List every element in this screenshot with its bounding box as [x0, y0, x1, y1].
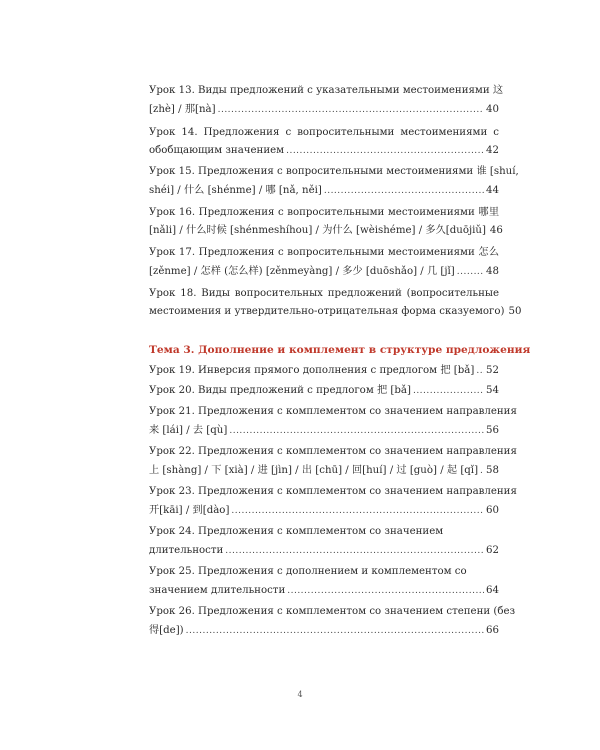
page-ref: 56	[486, 425, 499, 436]
toc-entry-line	[149, 84, 504, 98]
dot-leader	[457, 265, 484, 279]
toc-text: 开[kāi] / 到[dào]	[149, 505, 230, 516]
toc-entry-line	[149, 405, 517, 419]
toc-entry-line	[149, 525, 499, 539]
toc-entry-line	[149, 206, 499, 220]
page-ref: 40	[486, 104, 499, 115]
toc-entry-line	[149, 265, 499, 279]
toc-entry-line	[149, 224, 503, 238]
toc-entry-line	[149, 424, 499, 438]
toc-entry-line	[149, 165, 519, 179]
toc-text: обобщающим значением	[149, 145, 285, 156]
dot-leader	[218, 103, 484, 117]
dot-leader	[480, 464, 484, 478]
toc-entry-line	[149, 565, 499, 579]
page-ref: 58	[486, 465, 499, 476]
dot-leader	[413, 384, 484, 398]
toc-text: [zěnme] / 怎样 (怎么样) [zěnmeyàng] / 多少 [duōshǎo] / 几 [jǐ]	[149, 266, 455, 277]
toc-text: [nǎli] / 什么时候 [shénmeshíhou] / 为什么 [wèishéme] / 多久[duōjiǔ]	[149, 225, 486, 236]
page-ref: 52	[486, 365, 499, 376]
toc-text: Урок 15. Предложения с вопросительными местоимениями 谁 [shuí,	[149, 166, 519, 177]
toc-text: Урок 23. Предложения с комплементом со значением направления	[149, 486, 517, 497]
page-ref: 46	[489, 225, 503, 236]
toc-text: Урок 17. Предложения с вопросительными местоимениями 怎么	[149, 247, 499, 258]
toc-entry-line	[149, 103, 499, 117]
page-ref: 60	[486, 505, 499, 516]
page-number: 4	[297, 690, 303, 699]
toc-text: Урок 18. Виды вопросительных предложений (вопросительные	[149, 288, 499, 299]
section-heading: Тема 3. Дополнение и комплемент в структуре предложения	[149, 344, 531, 356]
toc-text: Урок 20. Виды предложений с предлогом 把 [bǎ]	[149, 385, 411, 396]
toc-text: Урок 26. Предложения с комплементом со значением степени (без	[149, 606, 516, 617]
toc-entry-line	[149, 584, 499, 598]
toc-entry-line	[149, 605, 516, 619]
toc-text: 得[de])	[149, 625, 184, 636]
toc-entry-line	[149, 504, 499, 518]
toc-text: Урок 16. Предложения с вопросительными местоимениями 哪里	[149, 207, 499, 218]
dot-leader	[287, 584, 484, 598]
page-ref: 54	[486, 385, 499, 396]
toc-text: Урок 25. Предложения с дополнением и комплементом со	[149, 566, 467, 577]
toc-text: значением длительности	[149, 585, 286, 596]
toc-text: Урок 21. Предложения с комплементом со значением направления	[149, 406, 517, 417]
toc-entry-line	[149, 384, 499, 398]
toc-text: Урок 19. Инверсия прямого дополнения с предлогом 把 [bǎ]	[149, 365, 475, 376]
toc-entry-line	[149, 364, 499, 378]
toc-text: Урок 24. Предложения с комплементом со значением	[149, 526, 444, 537]
toc-entry-line	[149, 287, 499, 301]
toc-text: [zhè] / 那[nà]	[149, 104, 216, 115]
dot-leader	[231, 504, 484, 518]
dot-leader	[476, 364, 484, 378]
page-ref: 50	[508, 306, 522, 317]
toc-text: Урок 22. Предложения с комплементом со значением направления	[149, 446, 517, 457]
toc-text: shéi] / 什么 [shénme] / 哪 [nǎ, něi]	[149, 185, 322, 196]
dot-leader	[229, 424, 484, 438]
dot-leader	[186, 624, 484, 638]
page-ref: 64	[486, 585, 499, 596]
page-ref: 44	[486, 185, 499, 196]
toc-entry-line	[149, 445, 517, 459]
toc-text: длительности	[149, 545, 224, 556]
dot-leader	[324, 184, 484, 198]
toc-entry-line	[149, 544, 499, 558]
toc-entry-line	[149, 126, 499, 140]
page-ref: 42	[486, 145, 499, 156]
toc-entry-line	[149, 144, 499, 158]
page-ref: 66	[486, 625, 499, 636]
toc-entry-line	[149, 184, 499, 198]
toc-text: местоимения и утвердительно-отрицательная форма сказуемого)	[149, 306, 505, 317]
dot-leader	[225, 544, 484, 558]
toc-entry-line	[149, 624, 499, 638]
dot-leader	[286, 144, 484, 158]
toc-entry-line	[149, 485, 517, 499]
toc-text: 来 [lái] / 去 [qù]	[149, 425, 228, 436]
toc-entry-line	[149, 305, 522, 319]
toc-text: 上 [shàng] / 下 [xià] / 进 [jìn] / 出 [chū] / 回[huí] / 过 [guò] / 起 [qǐ]	[149, 465, 479, 476]
page-ref: 62	[486, 545, 499, 556]
toc-text: Урок 13. Виды предложений с указательными местоимениями 这	[149, 85, 504, 96]
page-ref: 48	[486, 266, 499, 277]
toc-entry-line	[149, 246, 499, 260]
toc-text: Урок 14. Предложения с вопросительными местоимениями с	[149, 127, 499, 138]
toc-entry-line	[149, 464, 499, 478]
